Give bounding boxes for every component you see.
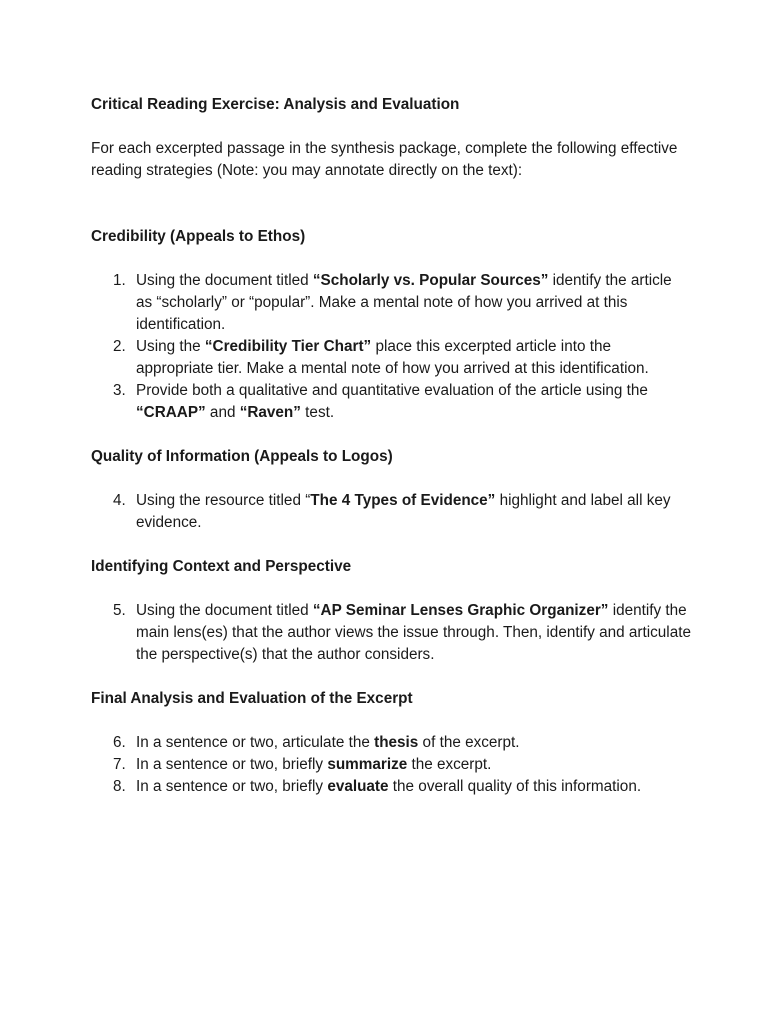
item-text: and — [205, 404, 240, 421]
item-number: 5. — [113, 602, 126, 619]
instruction-list — [91, 600, 691, 666]
list-item — [91, 490, 691, 534]
item-text: In a sentence or two, briefly — [136, 778, 328, 795]
item-text: Provide both a qualitative and quantitative evaluation of the article using the — [136, 382, 648, 399]
list-item — [91, 380, 691, 424]
resource-title: “Credibility Tier Chart” — [204, 338, 372, 355]
item-text: Using the resource titled “ — [136, 492, 311, 509]
section-heading: Credibility (Appeals to Ethos) — [91, 228, 306, 245]
section-credibility — [91, 226, 691, 424]
item-text: Using the document titled — [136, 272, 313, 289]
instruction-list — [91, 732, 691, 798]
item-text: the overall quality of this information. — [388, 778, 642, 795]
section-heading: Quality of Information (Appeals to Logos) — [91, 448, 393, 465]
list-item — [91, 776, 691, 798]
item-number: 6. — [113, 734, 126, 751]
resource-title: “Scholarly vs. Popular Sources” — [312, 272, 549, 289]
item-number: 4. — [113, 492, 126, 509]
instruction-list — [91, 270, 691, 424]
list-item — [91, 732, 691, 754]
item-text: In a sentence or two, articulate the — [136, 734, 375, 751]
key-term: summarize — [327, 756, 408, 773]
item-text: identify the main lens(es) that the author views the issue through. Then, identify and articulate the perspective(s) that the author considers. — [136, 602, 691, 663]
item-text: highlight and label all key evidence. — [136, 492, 671, 531]
item-text: Using the document titled — [136, 602, 313, 619]
key-term: thesis — [374, 734, 419, 751]
section-heading: Final Analysis and Evaluation of the Excerpt — [91, 690, 413, 707]
document-title: Critical Reading Exercise: Analysis and Evaluation — [91, 96, 460, 113]
item-text: the excerpt. — [407, 756, 492, 773]
resource-title: “AP Seminar Lenses Graphic Organizer” — [312, 602, 609, 619]
item-text: test. — [300, 404, 335, 421]
section-quality-of-information — [91, 446, 691, 534]
section-final-analysis — [91, 688, 691, 798]
list-item — [91, 600, 691, 666]
item-number: 2. — [113, 338, 126, 355]
list-item — [91, 270, 691, 336]
item-text: identify the article as “scholarly” or “popular”. Make a mental note of how you arrived at this identification. — [136, 272, 672, 333]
item-text: of the excerpt. — [418, 734, 520, 751]
item-text: place this excerpted article into the appropriate tier. Make a mental note of how you arrived at this identification. — [136, 338, 649, 377]
intro-paragraph: For each excerpted passage in the synthesis package, complete the following effective reading strategies (Note: you may annotate directly on the text): — [91, 140, 678, 179]
section-context-and-perspective — [91, 556, 691, 666]
item-number: 7. — [113, 756, 126, 773]
item-text: Using the — [136, 338, 205, 355]
item-text: In a sentence or two, briefly — [136, 756, 328, 773]
test-name: “CRAAP” — [136, 404, 206, 421]
resource-title: The 4 Types of Evidence” — [310, 492, 496, 509]
item-number: 8. — [113, 778, 126, 795]
list-item — [91, 754, 691, 776]
item-number: 3. — [113, 382, 126, 399]
key-term: evaluate — [327, 778, 389, 795]
instruction-list — [91, 490, 691, 534]
item-number: 1. — [113, 272, 126, 289]
section-heading: Identifying Context and Perspective — [91, 558, 352, 575]
list-item — [91, 336, 691, 380]
test-name: “Raven” — [239, 404, 301, 421]
document-body — [91, 94, 691, 798]
